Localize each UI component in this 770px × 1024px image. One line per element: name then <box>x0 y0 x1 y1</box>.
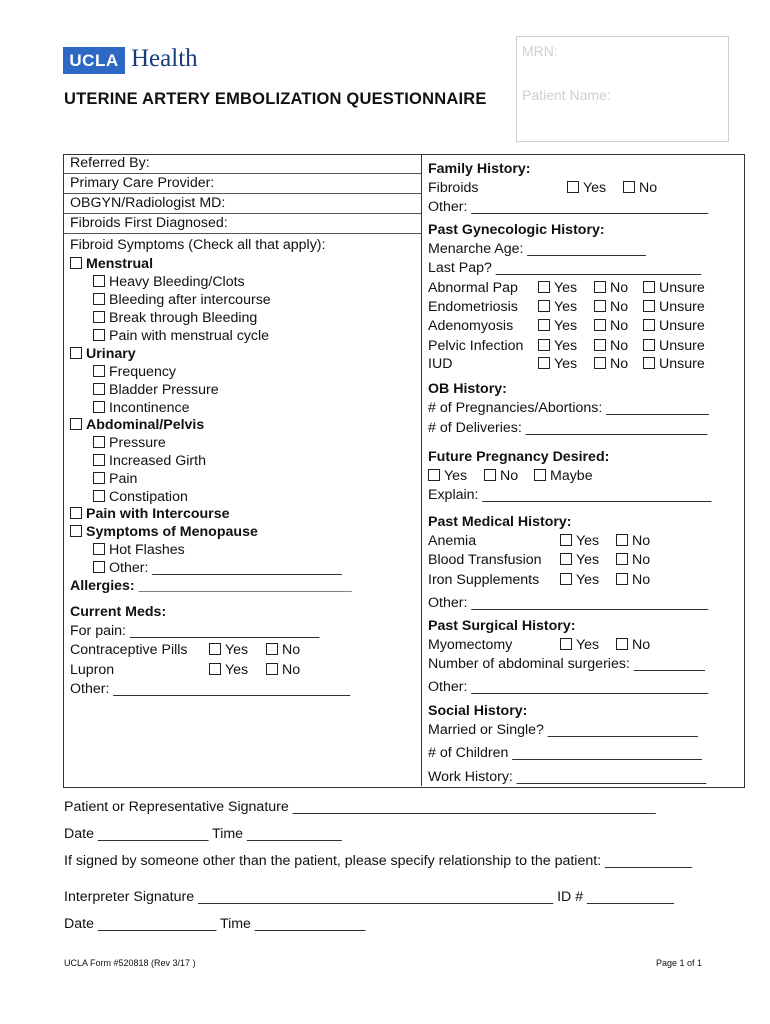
future-no[interactable] <box>484 467 518 485</box>
checkbox-icon[interactable] <box>538 339 550 351</box>
symptom-label: Pain <box>109 471 138 487</box>
no-label: No <box>610 318 629 334</box>
symptom-label: Increased Girth <box>109 453 206 469</box>
menstrual-option[interactable] <box>70 255 153 273</box>
no-label: No <box>632 637 651 653</box>
checkbox-icon[interactable] <box>93 275 105 287</box>
checkbox-icon[interactable] <box>560 573 572 585</box>
checkbox-icon[interactable] <box>534 469 546 481</box>
form-number: UCLA Form #520818 (Rev 3/17 ) <box>64 958 196 968</box>
checkbox-icon[interactable] <box>70 418 82 430</box>
page-title: UTERINE ARTERY EMBOLIZATION QUESTIONNAIRE <box>64 90 487 108</box>
med-yes[interactable] <box>560 571 599 589</box>
checkbox-icon[interactable] <box>70 507 82 519</box>
symptom-option[interactable] <box>93 488 188 506</box>
yes-label: Yes <box>554 280 578 296</box>
unsure-label: Unsure <box>659 299 705 315</box>
med-no[interactable] <box>616 532 650 550</box>
checkbox-icon[interactable] <box>623 181 635 193</box>
urinary-option[interactable] <box>70 345 136 363</box>
symptom-label: Bladder Pressure <box>109 382 219 398</box>
checkbox-icon[interactable] <box>93 454 105 466</box>
checkbox-icon[interactable] <box>594 319 606 331</box>
lupron-no[interactable] <box>266 661 300 679</box>
children-field[interactable]: # of Children ________________________ <box>428 745 702 761</box>
checkbox-icon[interactable] <box>643 357 655 369</box>
symptom-label: Pain with menstrual cycle <box>109 328 270 344</box>
left-column <box>63 154 421 786</box>
checkbox-icon[interactable] <box>93 401 105 413</box>
symptom-option[interactable] <box>93 273 245 291</box>
interpreter-signature-field[interactable]: Interpreter Signature _____________________________________________ ID # ___________ <box>64 889 674 905</box>
ucla-logo: UCLA <box>63 47 125 74</box>
family-other-field[interactable]: Other: ______________________________ <box>428 199 709 215</box>
date-time-field[interactable]: Date ______________ Time ____________ <box>64 826 342 842</box>
fibroids-no[interactable] <box>623 179 657 197</box>
no-label: No <box>610 299 629 315</box>
checkbox-icon[interactable] <box>560 553 572 565</box>
no-label: No <box>500 468 519 484</box>
checkbox-icon[interactable] <box>93 561 105 573</box>
no-label: No <box>632 533 651 549</box>
symptom-label: Constipation <box>109 489 188 505</box>
myomectomy-label: Myomectomy <box>428 637 513 653</box>
checkbox-icon[interactable] <box>643 319 655 331</box>
yes-label: Yes <box>576 572 600 588</box>
patient-id-box[interactable] <box>516 36 729 142</box>
symptom-option[interactable] <box>93 470 137 488</box>
yes-label: Yes <box>554 299 578 315</box>
obgyn-field[interactable]: OBGYN/Radiologist MD: <box>63 194 421 214</box>
contraceptive-yes[interactable] <box>209 641 248 659</box>
surg-other-field[interactable]: Other: ______________________________ <box>428 679 709 695</box>
checkbox-icon[interactable] <box>209 643 221 655</box>
symptom-label: Other: ________________________ <box>109 560 342 576</box>
abdominal-option[interactable] <box>70 416 204 434</box>
yes-label: Yes <box>554 356 578 372</box>
interpreter-date-time-field[interactable]: Date _______________ Time ______________ <box>64 916 366 932</box>
work-history-field[interactable]: Work History: ________________________ <box>428 769 707 785</box>
checkbox-icon[interactable] <box>594 357 606 369</box>
med-no[interactable] <box>616 551 650 569</box>
gyn-no[interactable] <box>594 337 628 355</box>
relationship-field[interactable]: If signed by someone other than the patient, please specify relationship to the patient: ___________ <box>64 853 692 869</box>
checkbox-icon[interactable] <box>616 534 628 546</box>
checkbox-icon[interactable] <box>616 638 628 650</box>
past-medical-heading: Past Medical History: <box>428 514 572 530</box>
menopause-option[interactable] <box>70 523 258 541</box>
gyn-no[interactable] <box>594 298 628 316</box>
no-label: No <box>610 356 629 372</box>
yes-label: Yes <box>554 338 578 354</box>
checkbox-icon[interactable] <box>93 543 105 555</box>
med-yes[interactable] <box>560 532 599 550</box>
gyn-unsure[interactable] <box>643 355 705 373</box>
med-yes[interactable] <box>560 551 599 569</box>
checkbox-icon[interactable] <box>209 663 221 675</box>
gyn-no[interactable] <box>594 279 628 297</box>
checkbox-icon[interactable] <box>93 365 105 377</box>
right-column <box>422 154 742 786</box>
health-logo-text: Health <box>131 45 198 72</box>
fibroids-yes[interactable] <box>567 179 606 197</box>
gyn-unsure[interactable] <box>643 298 705 316</box>
checkbox-icon[interactable] <box>93 329 105 341</box>
no-label: No <box>632 572 651 588</box>
symptom-option[interactable] <box>93 381 219 399</box>
gyn-unsure[interactable] <box>643 317 705 335</box>
married-field[interactable]: Married or Single? ___________________ <box>428 722 698 738</box>
symptom-option[interactable] <box>93 452 206 470</box>
pain-intercourse-label: Pain with Intercourse <box>86 506 230 522</box>
checkbox-icon[interactable] <box>616 553 628 565</box>
checkbox-icon[interactable] <box>538 357 550 369</box>
pain-intercourse-option[interactable] <box>70 505 229 523</box>
checkbox-icon[interactable] <box>428 469 440 481</box>
social-history-heading: Social History: <box>428 703 528 719</box>
checkbox-icon[interactable] <box>594 281 606 293</box>
patient-signature-field[interactable]: Patient or Representative Signature ______________________________________________ <box>64 799 656 815</box>
gyn-row-label: Endometriosis <box>428 299 518 315</box>
yes-label: Yes <box>576 533 600 549</box>
checkbox-icon[interactable] <box>70 347 82 359</box>
fibroids-first-field[interactable]: Fibroids First Diagnosed: <box>63 214 421 234</box>
symptom-option[interactable] <box>93 399 189 417</box>
gyn-no[interactable] <box>594 355 628 373</box>
checkbox-icon[interactable] <box>266 643 278 655</box>
symptom-label: Pressure <box>109 435 166 451</box>
menstrual-label: Menstrual <box>86 256 154 272</box>
no-label: No <box>632 552 651 568</box>
menarche-field[interactable]: Menarche Age: _______________ <box>428 241 646 257</box>
checkbox-icon[interactable] <box>93 472 105 484</box>
symptom-option[interactable] <box>93 559 342 577</box>
gyn-yes[interactable] <box>538 355 577 373</box>
symptom-label: Break through Bleeding <box>109 310 258 326</box>
yes-label: Yes <box>444 468 468 484</box>
abd-surgeries-field[interactable]: Number of abdominal surgeries: _________ <box>428 656 705 672</box>
symptom-label: Bleeding after intercourse <box>109 292 271 308</box>
lupron-yes[interactable] <box>209 661 248 679</box>
explain-field[interactable]: Explain: _____________________________ <box>428 487 712 503</box>
abdominal-label: Abdominal/Pelvis <box>86 417 205 433</box>
gyn-unsure[interactable] <box>643 337 705 355</box>
checkbox-icon[interactable] <box>560 638 572 650</box>
symptom-option[interactable] <box>93 291 271 309</box>
meds-other-field[interactable]: Other: ______________________________ <box>70 681 351 697</box>
family-history-heading: Family History: <box>428 161 531 177</box>
checkbox-icon[interactable] <box>616 573 628 585</box>
page-number: Page 1 of 1 <box>656 958 703 968</box>
symptoms-heading: Fibroid Symptoms (Check all that apply): <box>70 237 326 253</box>
future-yes[interactable] <box>428 467 467 485</box>
allergies-field[interactable]: Allergies: ___________________________ <box>70 578 352 594</box>
lupron-label: Lupron <box>70 662 115 678</box>
checkbox-icon[interactable] <box>643 300 655 312</box>
future-pregnancy-heading: Future Pregnancy Desired: <box>428 449 610 465</box>
symptom-option[interactable] <box>93 363 176 381</box>
no-label: No <box>610 338 629 354</box>
gyn-no[interactable] <box>594 317 628 335</box>
gyn-yes[interactable] <box>538 279 577 297</box>
med-row-label: Anemia <box>428 533 477 549</box>
unsure-label: Unsure <box>659 356 705 372</box>
symptom-label: Heavy Bleeding/Clots <box>109 274 245 290</box>
symptom-option[interactable] <box>93 541 185 559</box>
fibroids-label: Fibroids <box>428 180 479 196</box>
maybe-label: Maybe <box>550 468 593 484</box>
checkbox-icon[interactable] <box>538 281 550 293</box>
yes-label: Yes <box>225 642 249 658</box>
checkbox-icon[interactable] <box>70 257 82 269</box>
gyn-row-label: Abnormal Pap <box>428 280 518 296</box>
checkbox-icon[interactable] <box>594 339 606 351</box>
referred-by-field[interactable]: Referred By: <box>63 154 421 174</box>
gyn-row-label: IUD <box>428 356 453 372</box>
gyn-yes[interactable] <box>538 317 577 335</box>
checkbox-icon[interactable] <box>538 300 550 312</box>
yes-label: Yes <box>225 662 249 678</box>
contraceptive-label: Contraceptive Pills <box>70 642 188 658</box>
mrn-label: MRN: <box>522 43 558 59</box>
gyn-yes[interactable] <box>538 337 577 355</box>
med-row-label: Iron Supplements <box>428 572 540 588</box>
symptom-option[interactable] <box>93 327 269 345</box>
yes-label: Yes <box>576 637 600 653</box>
checkbox-icon[interactable] <box>538 319 550 331</box>
med-other-field[interactable]: Other: ______________________________ <box>428 595 709 611</box>
symptom-label: Incontinence <box>109 400 190 416</box>
checkbox-icon[interactable] <box>560 534 572 546</box>
urinary-label: Urinary <box>86 346 136 362</box>
no-label: No <box>639 180 658 196</box>
primary-care-field[interactable]: Primary Care Provider: <box>63 174 421 194</box>
checkbox-icon[interactable] <box>567 181 579 193</box>
past-surgical-heading: Past Surgical History: <box>428 618 576 634</box>
med-no[interactable] <box>616 571 650 589</box>
checkbox-icon[interactable] <box>594 300 606 312</box>
ob-history-heading: OB History: <box>428 381 507 397</box>
checkbox-icon[interactable] <box>93 436 105 448</box>
checkbox-icon[interactable] <box>70 525 82 537</box>
deliveries-field[interactable]: # of Deliveries: _______________________ <box>428 420 708 436</box>
checkbox-icon[interactable] <box>643 281 655 293</box>
unsure-label: Unsure <box>659 280 705 296</box>
symptom-label: Hot Flashes <box>109 542 185 558</box>
future-maybe[interactable] <box>534 467 593 485</box>
gyn-row-label: Adenomyosis <box>428 318 514 334</box>
no-label: No <box>610 280 629 296</box>
gyn-yes[interactable] <box>538 298 577 316</box>
for-pain-field[interactable]: For pain: ________________________ <box>70 623 320 639</box>
current-meds-heading: Current Meds: <box>70 604 167 620</box>
menopause-label: Symptoms of Menopause <box>86 524 258 540</box>
unsure-label: Unsure <box>659 338 705 354</box>
med-row-label: Blood Transfusion <box>428 552 542 568</box>
checkbox-icon[interactable] <box>93 311 105 323</box>
gyn-unsure[interactable] <box>643 279 705 297</box>
yes-label: Yes <box>554 318 578 334</box>
symptom-option[interactable] <box>93 309 257 327</box>
last-pap-field[interactable]: Last Pap? __________________________ <box>428 260 701 276</box>
contraceptive-no[interactable] <box>266 641 300 659</box>
past-gyn-heading: Past Gynecologic History: <box>428 222 605 238</box>
yes-label: Yes <box>576 552 600 568</box>
checkbox-icon[interactable] <box>484 469 496 481</box>
checkbox-icon[interactable] <box>93 490 105 502</box>
unsure-label: Unsure <box>659 318 705 334</box>
gyn-row-label: Pelvic Infection <box>428 338 524 354</box>
checkbox-icon[interactable] <box>93 293 105 305</box>
checkbox-icon[interactable] <box>93 383 105 395</box>
symptom-option[interactable] <box>93 434 166 452</box>
no-label: No <box>282 642 301 658</box>
checkbox-icon[interactable] <box>643 339 655 351</box>
no-label: No <box>282 662 301 678</box>
myomectomy-yes[interactable] <box>560 636 599 654</box>
checkbox-icon[interactable] <box>266 663 278 675</box>
yes-label: Yes <box>583 180 607 196</box>
myomectomy-no[interactable] <box>616 636 650 654</box>
symptom-label: Frequency <box>109 364 177 380</box>
patient-name-label: Patient Name: <box>522 87 611 103</box>
pregnancies-field[interactable]: # of Pregnancies/Abortions: _____________ <box>428 400 709 416</box>
